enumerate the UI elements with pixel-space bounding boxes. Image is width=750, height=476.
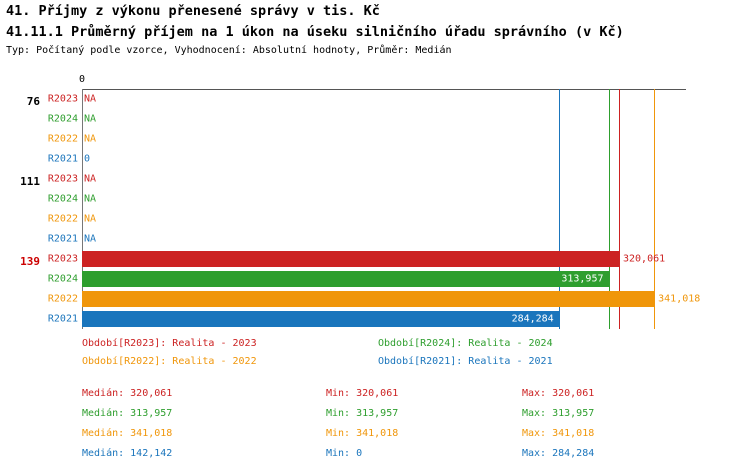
chart-statistics	[82, 388, 702, 468]
bar-value-label: 341,018	[658, 293, 701, 305]
legend-row	[82, 356, 686, 374]
chart-legend	[82, 338, 686, 374]
group-label: 76	[26, 95, 40, 108]
stat-median-r2021: Medián: 142,142	[82, 448, 173, 459]
chart-bar-row	[47, 189, 686, 209]
legend-item-r2021[interactable]: Období[R2021]: Realita - 2021	[378, 356, 553, 367]
group-label: 111	[20, 175, 40, 188]
bar-value-na: NA	[84, 133, 97, 145]
chart-bar-row	[47, 269, 686, 289]
chart-subtitle: Typ: Počítaný podle vzorce, Vyhodnocení: Absolutní hodnoty, Průměr: Medián	[6, 45, 452, 56]
bar-row-label: R2022	[47, 293, 78, 305]
bar-row-label: R2021	[47, 313, 78, 325]
chart-plot-area	[47, 89, 701, 329]
chart-bar[interactable]	[82, 291, 654, 307]
chart-bar-row	[47, 309, 686, 329]
chart-bar-row	[47, 149, 686, 169]
statistics-row	[82, 388, 702, 408]
legend-item-r2024[interactable]: Období[R2024]: Realita - 2024	[378, 338, 553, 349]
bar-row-label: R2023	[47, 173, 78, 185]
bar-row-label: R2021	[47, 233, 78, 245]
chart-bar[interactable]	[82, 311, 559, 327]
chart-bar-row	[47, 129, 686, 149]
bar-value-na: NA	[84, 93, 97, 105]
chart-bar-row	[47, 209, 686, 229]
legend-item-r2023[interactable]: Období[R2023]: Realita - 2023	[82, 338, 257, 349]
bar-value-label: 284,284	[511, 313, 554, 325]
bar-row-label: R2024	[47, 193, 78, 205]
chart-bar-row	[47, 89, 686, 109]
stat-max-r2021: Max: 284,284	[522, 448, 595, 459]
statistics-row	[82, 428, 702, 448]
bar-value-na: NA	[84, 113, 97, 125]
chart-bar-row	[47, 109, 686, 129]
chart-bar[interactable]	[82, 271, 609, 287]
stat-median-r2023: Medián: 320,061	[82, 388, 173, 399]
bar-value-na: NA	[84, 213, 97, 225]
chart-title: 41.11.1 Průměrný příjem na 1 úkon na úseku silničního úřadu správního (v Kč)	[6, 24, 624, 40]
stat-min-r2021: Min: 0	[326, 448, 363, 459]
statistics-row	[82, 408, 702, 428]
stat-min-r2023: Min: 320,061	[326, 388, 399, 399]
stat-max-r2023: Max: 320,061	[522, 388, 595, 399]
bar-value-zero: 0	[84, 153, 91, 165]
stat-max-r2024: Max: 313,957	[522, 408, 595, 419]
group-label: 139	[20, 255, 40, 268]
legend-item-r2022[interactable]: Období[R2022]: Realita - 2022	[82, 356, 257, 367]
bar-row-label: R2024	[47, 273, 78, 285]
stat-min-r2022: Min: 341,018	[326, 428, 399, 439]
statistics-row	[82, 448, 702, 468]
bar-row-label: R2022	[47, 213, 78, 225]
page-title: 41. Příjmy z výkonu přenesené správy v tis. Kč	[6, 3, 380, 19]
x-axis-zero-tick-label: 0	[79, 74, 86, 85]
bar-row-label: R2023	[47, 253, 78, 265]
bar-value-label: 320,061	[622, 253, 666, 265]
bar-value-na: NA	[84, 173, 97, 185]
bar-row-label: R2021	[47, 153, 78, 165]
chart-bar-row	[47, 169, 686, 189]
legend-row	[82, 338, 686, 356]
chart-bar[interactable]	[82, 251, 619, 267]
stat-median-r2022: Medián: 341,018	[82, 428, 173, 439]
bar-value-na: NA	[84, 233, 97, 245]
stat-max-r2022: Max: 341,018	[522, 428, 595, 439]
chart-bar-row	[47, 249, 686, 269]
stat-min-r2024: Min: 313,957	[326, 408, 399, 419]
bar-row-label: R2024	[47, 113, 78, 125]
bar-value-label: 313,957	[561, 273, 604, 285]
bar-value-na: NA	[84, 193, 97, 205]
chart-bar-row	[47, 229, 686, 249]
chart-bar-row	[47, 289, 701, 309]
bar-row-label: R2022	[47, 133, 78, 145]
bar-row-label: R2023	[47, 93, 78, 105]
stat-median-r2024: Medián: 313,957	[82, 408, 173, 419]
